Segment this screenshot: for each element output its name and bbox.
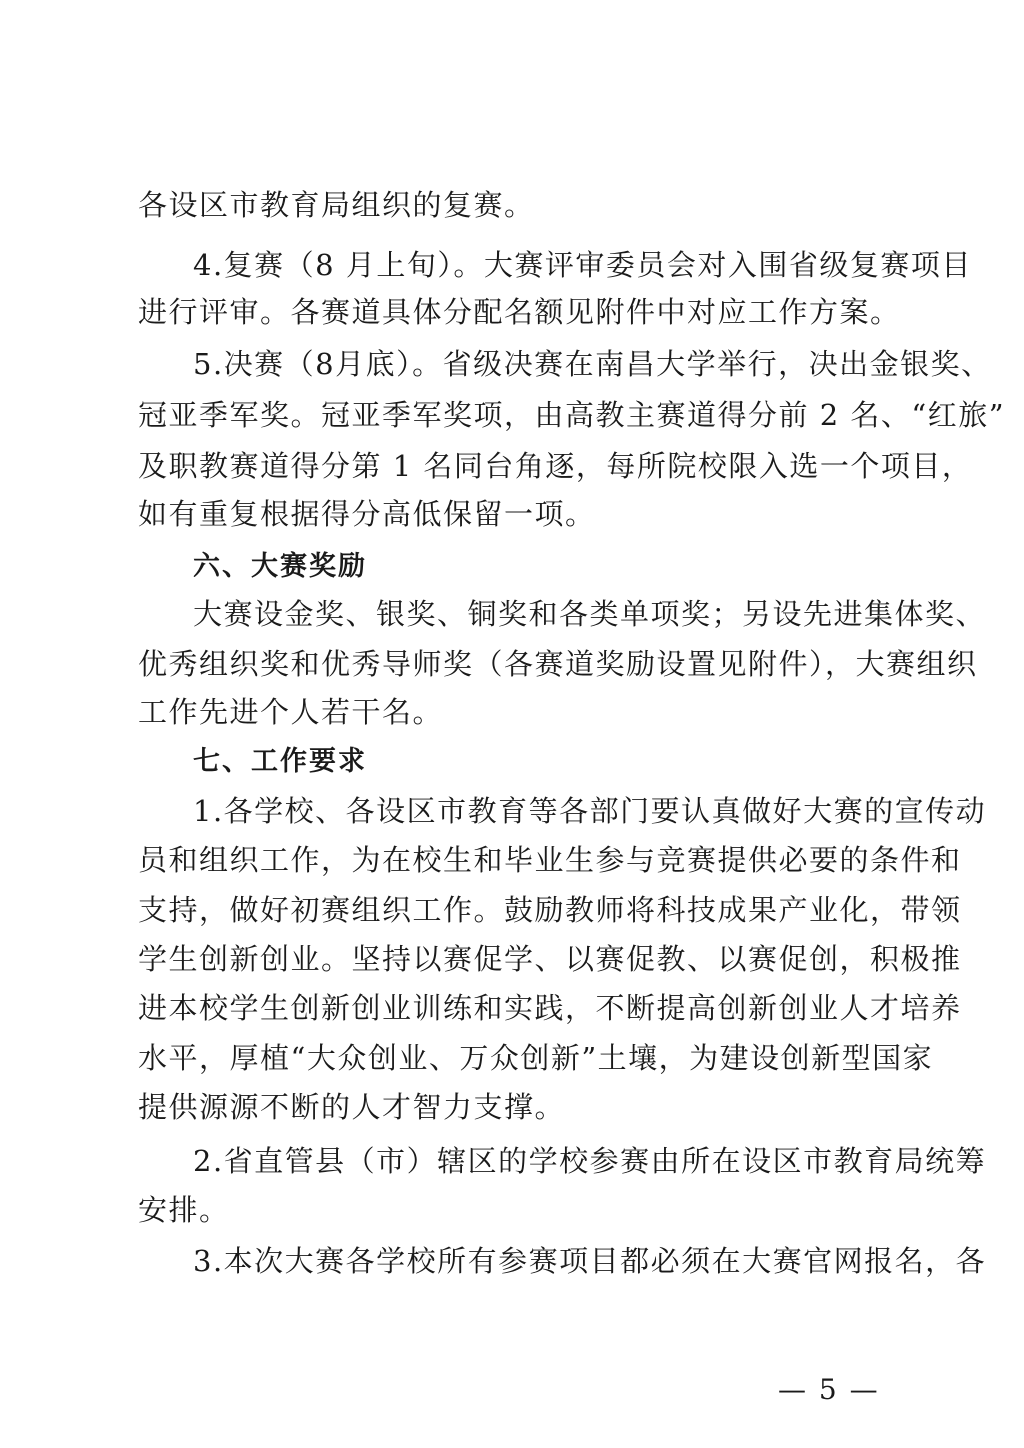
text-line-4: 5.决赛（8月底）。省级决赛在南昌大学举行，决出金银奖、 — [193, 347, 992, 381]
page-number: — 5 — — [778, 1373, 880, 1406]
text-line-16: 学生创新创业。坚持以赛促学、以赛促教、以赛促创，积极推 — [138, 942, 962, 976]
text-line-7: 如有重复根据得分高低保留一项。 — [138, 497, 596, 531]
text-line-11: 工作先进个人若干名。 — [138, 695, 444, 729]
text-line-15: 支持，做好初赛组织工作。鼓励教师将科技成果产业化，带领 — [138, 893, 962, 927]
text-line-6: 及职教赛道得分第 1 名同台角逐，每所院校限入选一个项目， — [138, 449, 973, 483]
text-line-9: 大赛设金奖、银奖、铜奖和各类单项奖；另设先进集体奖、 — [193, 597, 987, 631]
text-line-5: 冠亚季军奖。冠亚季军奖项，由高教主赛道得分前 2 名、“红旅” — [138, 398, 1006, 432]
text-line-18: 水平，厚植“大众创业、万众创新”土壤，为建设创新型国家 — [138, 1041, 934, 1075]
text-line-17: 进本校学生创新创业训练和实践，不断提高创新创业人才培养 — [138, 991, 962, 1025]
text-line-20: 2.省直管县（市）辖区的学校参赛由所在设区市教育局统筹 — [193, 1144, 987, 1178]
text-line-10: 优秀组织奖和优秀导师奖（各赛道奖励设置见附件），大赛组织 — [138, 647, 978, 681]
text-line-1: 各设区市教育局组织的复赛。 — [138, 188, 535, 222]
text-line-3: 进行评审。各赛道具体分配名额见附件中对应工作方案。 — [138, 295, 901, 329]
text-line-21: 安排。 — [138, 1193, 230, 1227]
section-heading-awards: 六、大赛奖励 — [193, 551, 367, 582]
section-heading-requirements: 七、工作要求 — [193, 746, 367, 777]
text-line-13: 1.各学校、各设区市教育等各部门要认真做好大赛的宣传动 — [193, 794, 987, 828]
text-line-22: 3.本次大赛各学校所有参赛项目都必须在大赛官网报名，各 — [193, 1244, 987, 1278]
text-line-14: 员和组织工作，为在校生和毕业生参与竞赛提供必要的条件和 — [138, 843, 962, 877]
text-line-2: 4.复赛（8 月上旬）。大赛评审委员会对入围省级复赛项目 — [193, 248, 972, 282]
text-line-19: 提供源源不断的人才智力支撑。 — [138, 1090, 566, 1124]
